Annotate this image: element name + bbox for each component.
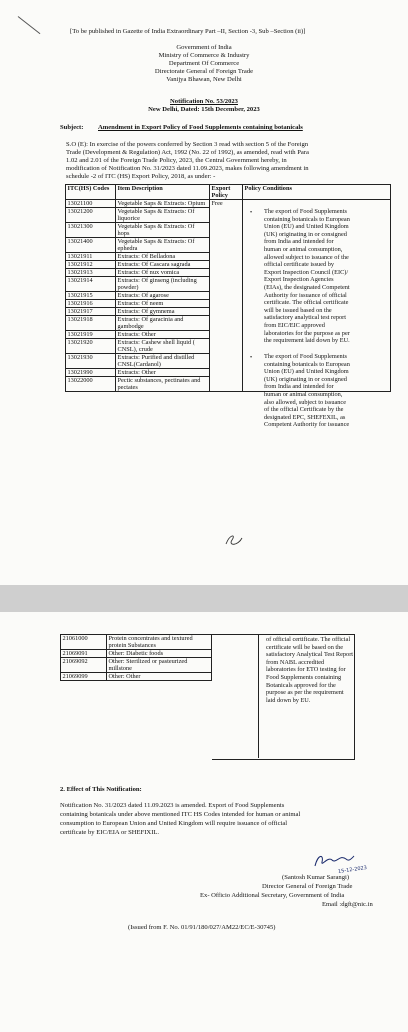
bullet-marker: •: [250, 355, 253, 361]
itc-code: 13021990: [66, 369, 116, 377]
condition-line: Export Inspection Agencies: [264, 276, 334, 284]
col-header-description: Item Description: [116, 185, 210, 200]
condition-line: Union (EU) and United Kingdom: [264, 223, 349, 231]
subject-label: Subject:: [60, 124, 84, 131]
condition-line: from NABL accredited: [266, 658, 325, 666]
condition-line: the requirement laid down by EU.: [264, 337, 350, 345]
intro-line: S.O (E): In exercise of the powers conferred by Section 3 read with section 5 of the Foreign: [66, 141, 309, 148]
itc-code: 13021918: [66, 316, 116, 331]
condition-line: allowed subject to issuance of the: [264, 253, 349, 261]
condition-line: from India and intended for: [264, 383, 334, 391]
item-description: Other: Other: [107, 673, 212, 681]
intro-line: 1.02 and 2.01 of the Foreign Trade Policy, 2023, the Central Government hereby, in: [66, 157, 287, 164]
itc-code: 13021914: [66, 277, 116, 292]
item-description: Extracts: Other: [116, 331, 210, 339]
item-description: Extracts: Other: [116, 369, 210, 377]
item-description: Extracts: Of Cascara sagrada: [116, 261, 210, 269]
condition-line: laid down by EU.: [266, 696, 311, 704]
condition-line: Union (EU) and United Kingdom: [264, 368, 349, 376]
itc-code: 13021930: [66, 354, 116, 369]
condition-line: satisfactory analytical test report: [264, 314, 347, 322]
item-description: Vegetable Saps & Extracts: Of hops: [116, 223, 210, 238]
condition-line: Authority for issuance of official: [264, 291, 347, 299]
intro-line: schedule -2 of ITC (HS) Export Policy, 2018, as under: -: [66, 173, 216, 180]
item-description: Pectic substances, pectinates and pectates: [116, 377, 210, 392]
signatory-email: Email :dgft@nic.in: [322, 901, 373, 908]
condition-line: containing botanicals to European: [264, 360, 350, 368]
subject-text: Amendment in Export Policy of Food Supplements containing botanicals: [98, 124, 303, 131]
signatory-name: (Santosh Kumar Sarangi): [282, 874, 350, 881]
department-line: Department Of Commerce: [168, 60, 240, 67]
page-fold-mark: [18, 6, 40, 28]
table-row: [61, 673, 212, 681]
col-header-itc: ITC(HS) Codes: [66, 185, 116, 200]
col-header-policy: Export Policy: [210, 185, 243, 200]
itc-code: 13021920: [66, 339, 116, 354]
condition-1: [264, 208, 386, 345]
itc-code: 21061000: [61, 635, 107, 650]
item-description: Other: Sterilized or pasteurized millstone: [107, 658, 212, 673]
condition-line: laboratories for ETO testing for: [266, 666, 346, 674]
itc-code: 13021912: [66, 261, 116, 269]
condition-line: designated EPC, SHEFEXIL, as: [264, 413, 346, 421]
gazette-note: [To be published in Gazette of India Extraordinary Part –II, Section -3, Sub –Section (ii)]: [70, 28, 306, 35]
itc-code: 21069091: [61, 650, 107, 658]
issued-from-note: (Issued from F. No. 01/91/180/027/AM22/EC/E-30745): [128, 924, 276, 931]
condition-line: Food Supplements containing: [266, 673, 342, 681]
effect-line: containing botanicals under above mentioned ITC HS Codes intended for human or animal: [60, 811, 301, 818]
condition-line: human or animal consumption,: [264, 390, 343, 398]
itc-code: 13021200: [66, 208, 116, 223]
itc-code: 13021917: [66, 308, 116, 316]
government-line: Government of India: [176, 44, 232, 51]
intro-line: modification of Notification No. 31/2023 dated 11.09.2023, makes following amendment in: [66, 165, 309, 172]
itc-code: 13021300: [66, 223, 116, 238]
signatory-ex-officio: Ex- Officio Additional Secretary, Government of India: [200, 892, 345, 899]
itc-code: 21069099: [61, 673, 107, 681]
condition-line: certificate. The official certificate: [264, 299, 349, 307]
item-description: Extracts: Of gymnema: [116, 308, 210, 316]
condition-line: containing botanicals to European: [264, 215, 350, 223]
export-policy: Free: [210, 200, 243, 392]
item-description: Other: Diabetic foods: [107, 650, 212, 658]
item-description: Vegetable Saps & Extracts: Of liquorice: [116, 208, 210, 223]
item-description: Extracts: Of ginseng (including powder): [116, 277, 210, 292]
item-description: Extracts: Purified and distilled CNSL(Cardanol): [116, 354, 210, 369]
condition-2-continued: [266, 636, 386, 704]
itc-code: 13021400: [66, 238, 116, 253]
item-description: Extracts: Of garacinia and gambodge: [116, 316, 210, 331]
effect-line: consumption to European Union and United Kingdom will require issuance of official: [60, 820, 288, 827]
condition-line: laboratories for the purpose as per: [264, 329, 350, 337]
item-description: Protein concentrates and textured protein Substances: [107, 635, 212, 650]
intro-line: Trade (Development & Regulation) Act, 1992 (No. 22 of 1992), as amended, read with Para: [66, 149, 309, 156]
effect-line: Notification No. 31/2023 dated 11.09.2023 is amended. Export of Food Supplements: [60, 802, 285, 809]
itc-code: 13021919: [66, 331, 116, 339]
item-description: Vegetable Saps & Extracts: Of ephedra: [116, 238, 210, 253]
column-divider: [258, 634, 259, 758]
item-description: Extracts: Of nux vomica: [116, 269, 210, 277]
condition-line: human or animal consumption,: [264, 245, 343, 253]
address-line: Vanijya Bhawan, New Delhi: [166, 76, 242, 83]
itc-code: 13021100: [66, 200, 116, 208]
item-description: Vegetable Saps & Extracts: Opium: [116, 200, 210, 208]
item-description: Extracts: Of neem: [116, 300, 210, 308]
condition-line: satisfactory Analytical Test Report: [266, 651, 354, 659]
condition-line: The export of Food Supplements: [264, 353, 347, 360]
ministry-line: Ministry of Commerce & Industry: [158, 52, 250, 59]
amendment-table-continued: [60, 634, 212, 681]
document-page-2: [0, 612, 408, 1032]
notification-date: New Delhi, Dated: 15th December, 2023: [148, 106, 260, 113]
col-header-conditions: Policy Conditions: [243, 185, 391, 200]
signatory-title: Director General of Foreign Trade: [262, 883, 353, 890]
itc-code: 13021915: [66, 292, 116, 300]
bullet-marker: •: [250, 210, 253, 216]
notification-number: Notification No. 53/2023: [170, 98, 238, 105]
condition-line: Competent Authority for issuance: [264, 421, 350, 429]
condition-line: from India and intended for: [264, 238, 334, 246]
page-gap: [0, 585, 408, 612]
itc-code: 13021916: [66, 300, 116, 308]
condition-line: The export of Food Supplements: [264, 208, 347, 215]
initials-mark: [222, 530, 246, 550]
condition-line: from EIC/EIC approved: [264, 321, 325, 329]
condition-line: (EIAs), the designated Competent: [264, 283, 350, 291]
table-row: [61, 635, 212, 650]
table-header-row: [66, 185, 391, 200]
condition-line: official certificate issued by: [264, 261, 334, 269]
table-row: [61, 650, 212, 658]
condition-line: (UK) originating in or consigned: [264, 375, 347, 383]
directorate-line: Directorate General of Foreign Trade: [154, 68, 254, 75]
itc-code: 13021911: [66, 253, 116, 261]
effect-heading: 2. Effect of This Notification:: [60, 786, 142, 793]
table-row: [66, 200, 391, 208]
condition-line: will be issued based on the: [264, 306, 332, 314]
itc-code: 13022000: [66, 377, 116, 392]
item-description: Extracts: Cashew shell liquid ( CNSL), crude: [116, 339, 210, 354]
item-description: Extracts: Of Belladona: [116, 253, 210, 261]
condition-line: certificate will be based on the: [266, 643, 344, 651]
signature-date: 15-12-2023: [337, 865, 368, 875]
condition-line: of the official Certificate by the: [264, 406, 344, 414]
condition-line: also allowed, subject to issuance: [264, 398, 347, 406]
condition-line: of official certificate. The official: [266, 636, 351, 643]
itc-code: 21069092: [61, 658, 107, 673]
effect-line: certificate by EIC/EIA or SHEFIXIL.: [60, 829, 160, 836]
condition-line: Export Inspection Council (EIC)/: [264, 268, 349, 276]
table-row: [61, 658, 212, 673]
condition-2: [264, 353, 386, 429]
condition-line: (UK) originating in or consigned: [264, 230, 347, 238]
item-description: Extracts: Of agarose: [116, 292, 210, 300]
condition-line: Botanicals approved for the: [266, 681, 336, 689]
itc-code: 13021913: [66, 269, 116, 277]
condition-line: purpose as per the requirement: [266, 689, 344, 697]
